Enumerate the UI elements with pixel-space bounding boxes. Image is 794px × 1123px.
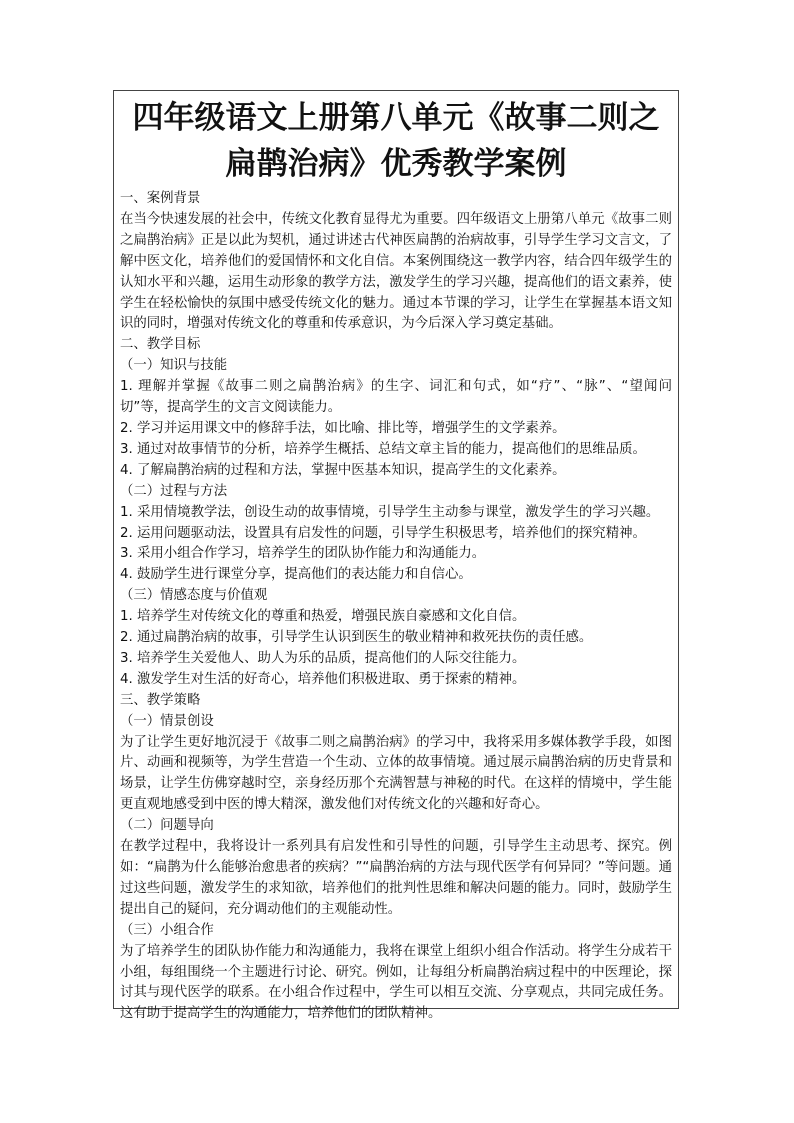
strategy-paragraph: 为了培养学生的团队协作能力和沟通能力，我将在课堂上组织小组合作活动。将学生分成若干小组，每组围绕一个主题进行讨论、研究。例如，让每组分析扁鹊治病过程中的中医理论，探讨其与现代医学的联系。在小组合作过程中，学生可以相互交流、分享观点，共同完成任务。这有助于提高学生的沟通能力，培养他们的团队精神。 — [120, 943, 672, 1022]
background-paragraph: 在当今快速发展的社会中，传统文化教育显得尤为重要。四年级语文上册第八单元《故事二则之扁鹊治病》正是以此为契机，通过讲述古代神医扁鹊的治病故事，引导学生学习文言文，了解中医文化，培养他们的爱国情怀和文化自信。本案例围绕这一教学内容，结合四年级学生的认知水平和兴趣，运用生动形象的教学方法，激发学生的学习兴趣，提高他们的语文素养，使学生在轻松愉快的氛围中感受传统文化的魅力。通过本节课的学习，让学生在掌握基本语文知识的同时，增强对传统文化的尊重和传承意识，为今后深入学习奠定基础。 — [120, 211, 672, 332]
subsection-heading-values: （三）情感态度与价值观 — [120, 588, 268, 604]
objective-item: 4. 激发学生对生活的好奇心，培养他们积极进取、勇于探索的精神。 — [120, 671, 526, 687]
section-heading-strategy: 三、教学策略 — [120, 692, 201, 708]
subsection-heading-scenario: （一）情景创设 — [120, 713, 214, 729]
objective-item: 2. 运用问题驱动法，设置具有启发性的问题，引导学生积极思考，培养他们的探究精神。 — [120, 525, 646, 541]
document-body — [114, 189, 678, 1025]
objective-item: 3. 通过对故事情节的分析，培养学生概括、总结文章主旨的能力，提高他们的思维品质。 — [120, 441, 646, 457]
objective-item: 3. 培养学生关爱他人、助人为乐的品质，提高他们的人际交往能力。 — [120, 650, 526, 666]
objective-item: 1. 采用情境教学法，创设生动的故事情境，引导学生主动参与课堂，激发学生的学习兴趣。 — [120, 504, 660, 520]
subsection-heading-groupwork: （三）小组合作 — [120, 922, 214, 938]
objective-item: 2. 通过扁鹊治病的故事，引导学生认识到医生的敬业精神和救死扶伤的责任感。 — [120, 630, 593, 646]
objective-item: 4. 了解扁鹊治病的过程和方法，掌握中医基本知识，提高学生的文化素养。 — [120, 462, 566, 478]
section-heading-objectives: 二、教学目标 — [120, 337, 201, 353]
strategy-paragraph: 为了让学生更好地沉浸于《故事二则之扁鹊治病》的学习中，我将采用多媒体教学手段，如图片、动画和视频等，为学生营造一个生动、立体的故事情境。通过展示扁鹊治病的历史背景和场景，让学生仿佛穿越时空，亲身经历那个充满智慧与神秘的时代。在这样的情境中，学生能更直观地感受到中医的博大精深，激发他们对传统文化的兴趣和好奇心。 — [120, 734, 672, 813]
objective-item: 4. 鼓励学生进行课堂分享，提高他们的表达能力和自信心。 — [120, 567, 472, 583]
objective-item: 3. 采用小组合作学习，培养学生的团队协作能力和沟通能力。 — [120, 546, 486, 562]
section-heading-background: 一、案例背景 — [120, 191, 201, 206]
objective-item: 1. 培养学生对传统文化的尊重和热爱，增强民族自豪感和文化自信。 — [120, 609, 526, 625]
subsection-heading-knowledge: （一）知识与技能 — [120, 358, 228, 374]
strategy-paragraph: 在教学过程中，我将设计一系列具有启发性和引导性的问题，引导学生主动思考、探究。例如：“扁鹊为什么能够治愈患者的疾病？”“扁鹊治病的方法与现代医学有何异同？”等问题。通过这些问题，激发学生的求知欲，培养他们的批判性思维和解决问题的能力。同时，鼓励学生提出自己的疑问，充分调动他们的主观能动性。 — [120, 839, 672, 917]
document-title: 四年级语文上册第八单元《故事二则之扁鹊治病》优秀教学案例 — [132, 100, 660, 182]
subsection-heading-process: （二）过程与方法 — [120, 483, 228, 499]
subsection-heading-questions: （二）问题导向 — [120, 818, 214, 834]
objective-item: 2. 学习并运用课文中的修辞手法，如比喻、排比等，增强学生的文学素养。 — [120, 420, 566, 436]
objective-item: 1. 理解并掌握《故事二则之扁鹊治病》的生字、词汇和句式，如“疗”、“脉”、“望闻问切”等，提高学生的文言文阅读能力。 — [120, 379, 672, 416]
document-frame — [113, 90, 679, 1022]
